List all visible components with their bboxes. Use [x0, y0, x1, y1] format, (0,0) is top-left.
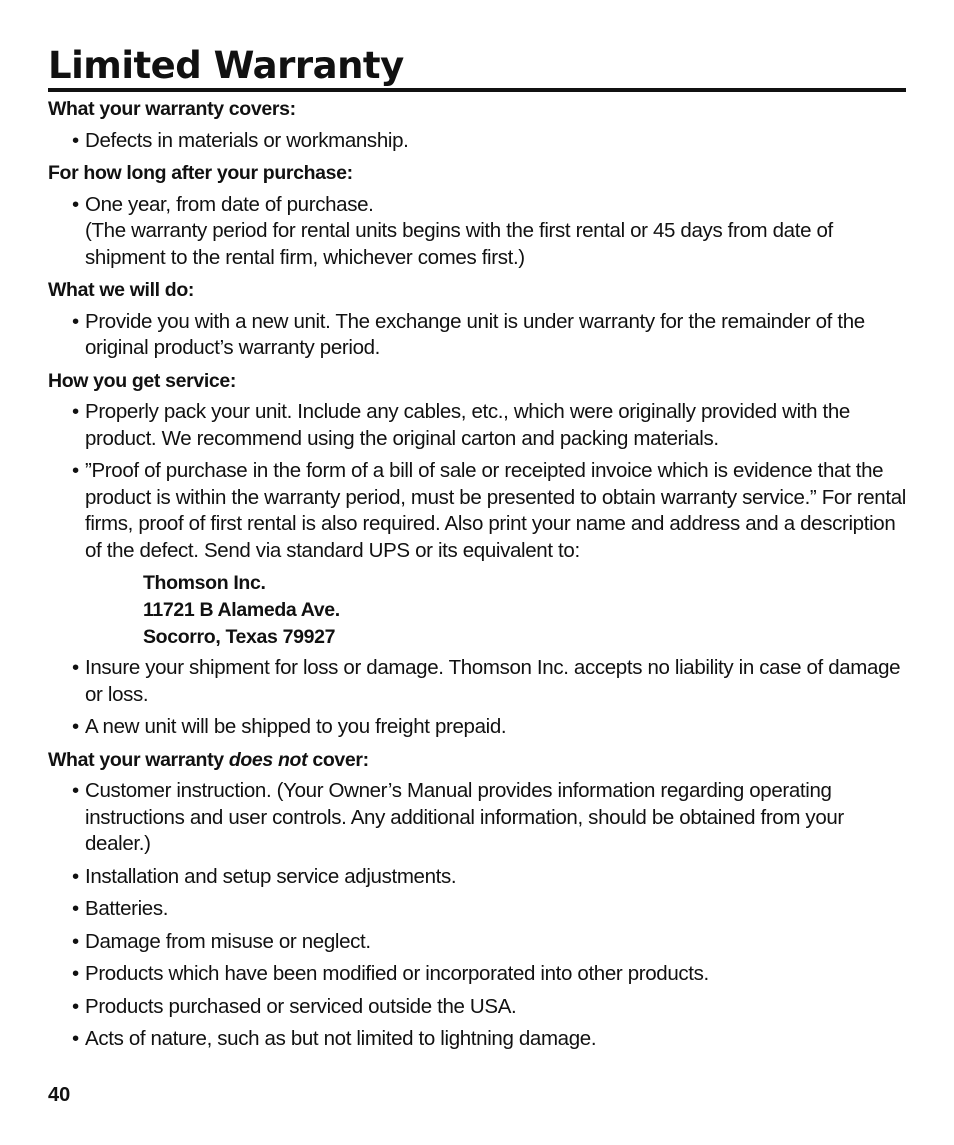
will-do-list	[48, 309, 908, 362]
page-number: 40	[48, 1084, 71, 1106]
shipping-address	[143, 570, 908, 651]
bullet: •	[72, 715, 79, 738]
service-list	[48, 399, 908, 564]
section-heading-service: How you get service:	[48, 369, 237, 392]
bullet: •	[72, 309, 79, 333]
list-item: • Defects in materials or workmanship.	[48, 128, 908, 155]
list-item: • Batteries.	[48, 896, 908, 923]
page-title: Limited Warranty	[48, 44, 906, 92]
list-item: • Customer instruction. (Your Owner’s Manual provides information regarding operating instructions and user controls. Any additional information, should be obtained from your dealer.)	[72, 779, 844, 855]
duration-list	[48, 192, 908, 272]
not-covered-list	[48, 778, 908, 1053]
section-heading-duration: For how long after your purchase:	[48, 162, 353, 184]
list-item: • Insure your shipment for loss or damage. Thomson Inc. accepts no liability in case of damage or loss.	[72, 656, 901, 706]
address-line-company: Thomson Inc.	[143, 572, 266, 594]
bullet: •	[72, 656, 79, 679]
list-item: • Installation and setup service adjustments.	[48, 864, 908, 891]
list-item: • Products which have been modified or incorporated into other products.	[48, 961, 908, 988]
emphasis-does-not: does not	[228, 748, 308, 771]
rental-note: (The warranty period for rental units begins with the first rental or 45 days from date of shipment to the rental firm, whichever comes first.)	[85, 219, 833, 269]
list-item: • Damage from misuse or neglect.	[48, 929, 908, 956]
address-line-street: 11721 B Alameda Ave.	[143, 599, 340, 621]
bullet: •	[72, 192, 79, 216]
section-heading-covers: What your warranty covers:	[48, 98, 296, 120]
list-item: • A new unit will be shipped to you freight prepaid.	[48, 714, 908, 741]
list-item: • Products purchased or serviced outside the USA.	[48, 994, 908, 1021]
bullet: •	[72, 962, 79, 985]
service-list-continued	[48, 655, 908, 741]
bullet: •	[72, 459, 79, 482]
bullet: •	[72, 929, 79, 953]
list-item: • ”Proof of purchase in the form of a bill of sale or receipted invoice which is evidence that the product is within the warranty period, must be presented to obtain warranty service.” For rental firms, proof of first rental is also required. Also print your name and address and a description of the defect. Send via standard UPS or its equivalent to:	[72, 459, 906, 562]
bullet: •	[72, 1027, 79, 1050]
bullet: •	[72, 864, 79, 888]
covers-list	[48, 128, 908, 155]
warranty-body	[48, 96, 908, 1059]
list-item: • One year, from date of purchase. (The warranty period for rental units begins with the first rental or 45 days from date of shipment to the rental firm, whichever comes first.)	[48, 192, 908, 272]
bullet: •	[72, 897, 79, 920]
list-item: • Provide you with a new unit. The exchange unit is under warranty for the remainder of the original product’s warranty period.	[72, 309, 865, 359]
list-item: • Properly pack your unit. Include any cables, etc., which were originally provided with the product. We recommend using the original carton and packing materials.	[72, 400, 850, 450]
section-heading-will-do: What we will do:	[48, 279, 195, 301]
bullet: •	[72, 779, 79, 802]
bullet: •	[72, 400, 79, 423]
section-heading-not-covered: What your warranty does not cover:	[48, 748, 369, 771]
bullet: •	[72, 994, 79, 1018]
bullet: •	[72, 128, 79, 152]
list-item: • Acts of nature, such as but not limited to lightning damage.	[48, 1026, 908, 1053]
address-line-city: Socorro, Texas 79927	[143, 626, 336, 648]
